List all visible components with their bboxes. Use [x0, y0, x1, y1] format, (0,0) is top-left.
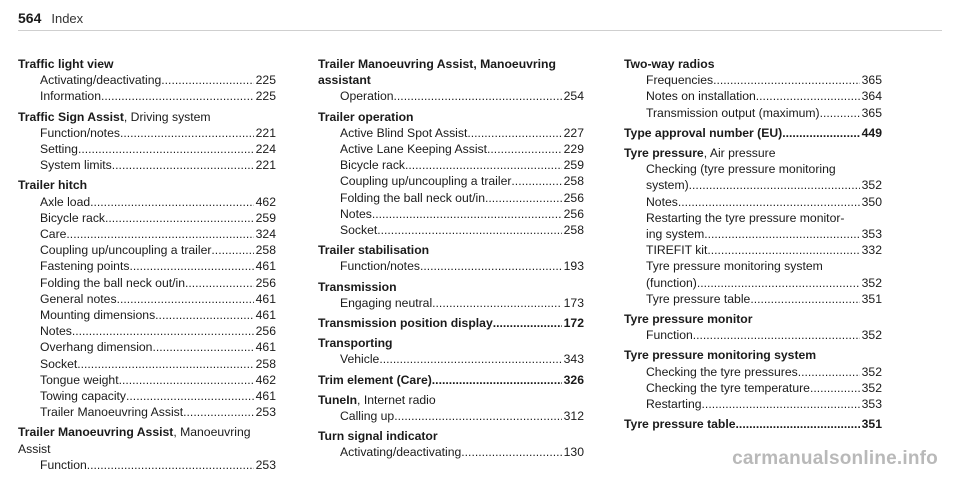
index-subentry-label: Notes — [646, 194, 678, 209]
index-subentry-leader — [117, 291, 254, 307]
index-subentry-page: 259 — [255, 210, 276, 225]
index-subentry-label: Trailer Manoeuvring Assist — [40, 405, 184, 420]
index-subentry-leader — [713, 72, 860, 88]
index-subentry-leader — [119, 372, 254, 388]
index-subentry-leader — [161, 72, 253, 88]
index-subentry-page: 312 — [563, 409, 584, 424]
index-heading-text: Trailer hitch — [18, 178, 88, 193]
index-subentry-row — [624, 72, 882, 88]
index-subentry-leader — [87, 457, 254, 473]
index-subentry-row — [18, 275, 276, 291]
index-subentry-row — [624, 177, 882, 193]
index-subentry-leader — [90, 194, 254, 210]
index-subentry-label: Bicycle rack — [340, 158, 406, 173]
index-subentry-page: 461 — [255, 259, 276, 274]
index-heading — [318, 56, 584, 72]
index-subentry-page: 461 — [255, 291, 276, 306]
index-subentry-label: Engaging neutral — [340, 295, 433, 310]
index-heading — [624, 311, 882, 327]
index-subentry-page: 343 — [563, 352, 584, 367]
index-subentry-leader — [377, 222, 561, 238]
index-subentry-page: 258 — [255, 243, 276, 258]
index-subentry-leader — [101, 88, 254, 104]
index-subentry-label: Overhang dimension — [40, 340, 153, 355]
index-heading-page: 351 — [861, 417, 882, 432]
index-subentry-row — [18, 457, 276, 473]
index-subentry-label: Bicycle rack — [40, 210, 106, 225]
index-heading-row — [624, 125, 882, 141]
index-subentry-page: 461 — [255, 389, 276, 404]
index-subentry-page: 130 — [563, 445, 584, 460]
index-subentry-label: Frequencies — [646, 73, 714, 88]
index-subentry-leader — [707, 242, 859, 258]
index-subentry-row — [318, 125, 584, 141]
index-subentry-leader — [185, 275, 254, 291]
index-subentry-page: 225 — [255, 73, 276, 88]
index-subentry-row — [18, 307, 276, 323]
index-heading-leader — [736, 416, 860, 432]
index-subentry-row — [624, 380, 882, 396]
index-subentry-row — [318, 173, 584, 189]
index-subentry-label: General notes — [40, 291, 117, 306]
index-subentry-row — [18, 226, 276, 242]
index-subentry-leader — [704, 226, 859, 242]
index-subentry-page: 254 — [563, 89, 584, 104]
index-heading-leader — [432, 372, 562, 388]
index-subentry-row — [624, 242, 882, 258]
index-subentry-leader — [77, 356, 253, 372]
index-column-3 — [624, 56, 882, 436]
index-entry — [624, 416, 882, 432]
index-subentry-label: Restarting — [646, 397, 702, 412]
index-heading — [624, 347, 882, 363]
index-subentry-label: Coupling up/uncoupling a trailer — [40, 243, 212, 258]
index-heading — [624, 56, 882, 72]
index-subentry-label: Activating/deactivating — [340, 445, 462, 460]
index-subentry-row — [18, 339, 276, 355]
index-subentry-page: 365 — [861, 73, 882, 88]
index-subentry-leader — [120, 125, 254, 141]
index-column-1 — [18, 56, 276, 477]
index-subentry-row — [18, 88, 276, 104]
index-entry — [624, 145, 882, 307]
index-subentry-leader — [798, 364, 860, 380]
index-subentry-page: 462 — [255, 194, 276, 209]
index-subentry-row — [318, 408, 584, 424]
index-heading — [318, 109, 584, 125]
index-subentry-page: 256 — [563, 206, 584, 221]
index-subentry-label: System limits — [40, 158, 112, 173]
index-subentry-label: Checking the tyre pressures — [646, 364, 798, 379]
index-heading-row — [318, 315, 584, 331]
index-subentry-page: 352 — [861, 178, 882, 193]
index-subentry-label: Function — [646, 328, 693, 343]
index-subentry-label: Setting — [40, 142, 78, 157]
index-subentry-leader — [693, 327, 860, 343]
index-entry — [318, 335, 584, 367]
index-heading — [318, 335, 584, 351]
index-heading-subtext-continued: Assist — [18, 441, 51, 456]
index-subentry-row — [318, 206, 584, 222]
index-subentry-leader — [126, 388, 254, 404]
index-subentry-row — [18, 291, 276, 307]
index-subentry-row — [624, 396, 882, 412]
index-heading — [624, 145, 882, 161]
index-heading-row — [624, 416, 882, 432]
index-heading — [18, 109, 276, 125]
index-subentry-page: 256 — [255, 324, 276, 339]
index-subentry-page: 256 — [255, 275, 276, 290]
index-entry — [318, 315, 584, 331]
index-subentry-leader — [394, 408, 561, 424]
index-heading-text: Traffic Sign Assist — [18, 109, 124, 124]
index-subentry-page: 258 — [563, 223, 584, 238]
index-subentry-row — [318, 190, 584, 206]
index-subentry-page: 461 — [255, 340, 276, 355]
index-heading — [318, 242, 584, 258]
index-subentry-row — [318, 141, 584, 157]
index-heading-leader — [782, 125, 859, 141]
index-heading-label: Transmission position display — [318, 316, 493, 331]
page-title: Index — [51, 10, 84, 26]
index-subentry-leader — [78, 141, 254, 157]
index-subentry-page: 227 — [563, 125, 584, 140]
index-subentry-label: Folding the ball neck out/in — [340, 190, 485, 205]
index-subentry-row — [18, 125, 276, 141]
index-subentry-label: Active Blind Spot Assist — [340, 125, 468, 140]
index-entry — [318, 428, 584, 460]
index-entry — [18, 56, 276, 105]
index-subentry-page: 353 — [861, 227, 882, 242]
index-heading-text: TuneIn — [318, 392, 358, 407]
index-subentry-leader — [66, 226, 253, 242]
index-subentry-label: Axle load — [40, 194, 91, 209]
index-subentry-row — [18, 194, 276, 210]
index-entry — [624, 347, 882, 412]
index-subentry-label: Activating/deactivating — [40, 73, 162, 88]
index-subentry-row — [318, 444, 584, 460]
index-subentry-leader — [689, 177, 860, 193]
index-subentry-row — [318, 222, 584, 238]
index-subentry-leader — [461, 444, 561, 460]
index-subentry-leader — [420, 258, 562, 274]
index-subentry-label: Function — [40, 457, 87, 472]
watermark: carmanualsonline.info — [732, 448, 938, 469]
index-subentry-leader — [394, 88, 562, 104]
index-subentry-label: Function/notes — [40, 125, 120, 140]
index-heading-subtext: , Manoeuvring — [173, 425, 251, 440]
index-subentry-label: Notes — [40, 324, 72, 339]
index-entry — [318, 109, 584, 239]
index-subentry-page: 352 — [861, 328, 882, 343]
index-subentry-page: 173 — [563, 295, 584, 310]
index-subentry-row — [18, 388, 276, 404]
index-subentry-row — [624, 275, 882, 291]
index-subentry-row — [318, 295, 584, 311]
index-subentry-page: 462 — [255, 372, 276, 387]
index-subentry-leader — [432, 295, 562, 311]
index-entry — [18, 177, 276, 420]
index-heading-subtext: , Air pressure — [703, 146, 776, 161]
index-heading-label: Type approval number (EU) — [624, 125, 783, 140]
index-subentry-row — [624, 88, 882, 104]
index-subentry-page: 225 — [255, 89, 276, 104]
index-subentry-leader — [405, 157, 562, 173]
page-number: 564 — [18, 10, 42, 26]
index-subentry-leader — [379, 351, 561, 367]
index-subentry-leader — [485, 190, 562, 206]
index-subentry-row — [18, 258, 276, 274]
index-subentry-leader — [678, 194, 860, 210]
index-entry — [18, 109, 276, 174]
index-subentry-page: 352 — [861, 364, 882, 379]
index-heading-text: Trailer Manoeuvring Assist, Manoeuvring — [318, 57, 556, 71]
index-heading-text: Trailer Manoeuvring Assist — [18, 425, 174, 440]
index-subentry-label: Socket — [340, 223, 378, 238]
index-heading — [18, 177, 276, 193]
index-subentry-row — [318, 351, 584, 367]
index-entry — [318, 242, 584, 274]
index-entry — [318, 56, 584, 105]
index-column-2 — [318, 56, 584, 465]
index-subentry-leader — [105, 210, 254, 226]
index-subentry-row — [624, 105, 882, 121]
index-subentry-label: Notes — [340, 206, 372, 221]
index-subentry-row — [18, 157, 276, 173]
index-subentry-leader — [72, 323, 254, 339]
index-entry — [318, 279, 584, 311]
index-subentry-label: Care — [40, 227, 67, 242]
index-subentry-row — [18, 356, 276, 372]
index-subentry-label: Information — [40, 89, 101, 104]
index-subentry-page: 253 — [255, 405, 276, 420]
index-subentry-row — [318, 157, 584, 173]
index-heading-leader — [493, 315, 562, 331]
index-subentry-page: 258 — [563, 174, 584, 189]
index-subentry-page: 353 — [861, 397, 882, 412]
index-subentry-leader — [211, 242, 253, 258]
index-subentry-leader — [697, 275, 860, 291]
index-subentry-page: 256 — [563, 190, 584, 205]
index-heading — [318, 428, 584, 444]
index-subentry-label: Vehicle — [340, 352, 380, 367]
index-heading-page: 449 — [861, 125, 882, 140]
index-heading-text: Trailer stabilisation — [318, 243, 430, 258]
index-subentry-leader — [511, 173, 561, 189]
index-subentry-label: Socket — [40, 356, 78, 371]
index-heading-text: Transmission — [318, 279, 397, 294]
index-subentry-leader — [183, 404, 254, 420]
index-subentry-page: 365 — [861, 105, 882, 120]
index-subentry-row — [318, 88, 584, 104]
index-subentry-leader — [487, 141, 562, 157]
index-subentry-page: 253 — [255, 457, 276, 472]
index-subentry-page: 352 — [861, 275, 882, 290]
index-subentry-page: 221 — [255, 125, 276, 140]
index-subentry-leader — [810, 380, 860, 396]
index-subentry-leader — [112, 157, 254, 173]
index-subentry-row — [18, 372, 276, 388]
index-subentry-page: 351 — [861, 291, 882, 306]
index-subentry-leader — [750, 291, 859, 307]
page-header — [18, 6, 942, 31]
index-subentry-label: Calling up — [340, 409, 395, 424]
index-subentry-label: Fastening points — [40, 259, 130, 274]
index-heading-subtext: , Internet radio — [357, 392, 436, 407]
index-subentry-leader — [155, 307, 253, 323]
index-entry — [18, 424, 276, 473]
index-heading-text: Tyre pressure monitor — [624, 312, 753, 327]
index-subentry-row — [624, 194, 882, 210]
index-subentry-row — [18, 210, 276, 226]
index-subentry-label: Restarting the tyre pressure monitor- — [646, 210, 845, 225]
index-subentry-row — [18, 141, 276, 157]
index-heading-row — [318, 372, 584, 388]
index-heading-text: Transporting — [318, 336, 393, 351]
index-subentry-label: Tyre pressure table — [646, 291, 751, 306]
index-heading — [18, 424, 276, 440]
index-subentry-page: 332 — [861, 243, 882, 258]
index-subentry-row — [624, 226, 882, 242]
index-subentry-leader — [756, 88, 860, 104]
index-heading — [318, 279, 584, 295]
index-subentry-label: Transmission output (maximum) — [646, 105, 820, 120]
index-subentry-row — [18, 323, 276, 339]
index-entry — [624, 125, 882, 141]
index-subentry-label: Operation — [340, 89, 394, 104]
index-subentry-label: Towing capacity — [40, 389, 127, 404]
index-heading-text: Trailer operation — [318, 109, 414, 124]
index-heading-page: 172 — [563, 316, 584, 331]
index-entry — [318, 392, 584, 424]
index-heading — [18, 56, 276, 72]
index-subentry-leader — [820, 105, 860, 121]
index-subentry-label: system) — [646, 178, 689, 193]
index-subentry-label: (function) — [646, 275, 697, 290]
index-heading-page: 326 — [563, 372, 584, 387]
index-entry — [624, 311, 882, 343]
index-subentry-label: ing system — [646, 227, 705, 242]
index-subentry-page: 258 — [255, 356, 276, 371]
index-subentry-row — [18, 404, 276, 420]
index-subentry-page: 350 — [861, 194, 882, 209]
index-heading-text: Tyre pressure — [624, 146, 704, 161]
index-subentry-leader — [702, 396, 860, 412]
index-heading-label: Trim element (Care) — [318, 372, 432, 387]
index-subentry-page: 461 — [255, 308, 276, 323]
index-subentry-leader — [467, 125, 561, 141]
index-subentry-page: 352 — [861, 380, 882, 395]
index-subentry-label: Active Lane Keeping Assist — [340, 142, 488, 157]
index-subentry-leader — [152, 339, 253, 355]
index-subentry-row — [624, 291, 882, 307]
index-heading-text: Tyre pressure monitoring system — [624, 348, 817, 363]
index-entry — [318, 372, 584, 388]
index-subentry-label: Tyre pressure monitoring system — [646, 259, 823, 274]
index-subentry-label: Checking the tyre temperature — [646, 380, 810, 395]
index-subentry-page: 193 — [563, 259, 584, 274]
index-subentry-page: 364 — [861, 89, 882, 104]
index-subentry-leader — [129, 258, 253, 274]
index-subentry-row — [18, 72, 276, 88]
index-heading — [318, 392, 584, 408]
index-subentry-page: 224 — [255, 142, 276, 157]
index-heading-continued: assistant — [318, 73, 371, 88]
index-subentry-label: Notes on installation — [646, 89, 756, 104]
index-heading-text: Two-way radios — [624, 57, 715, 71]
index-heading-text: Turn signal indicator — [318, 429, 438, 444]
index-subentry-row — [624, 327, 882, 343]
index-subentry-page: 229 — [563, 142, 584, 157]
index-heading-label: Tyre pressure table — [624, 417, 736, 432]
index-subentry-label: TIREFIT kit — [646, 243, 708, 258]
index-subentry-leader — [372, 206, 562, 222]
index-subentry-page: 221 — [255, 158, 276, 173]
index-entry — [624, 56, 882, 121]
index-subentry-label: Coupling up/uncoupling a trailer — [340, 174, 512, 189]
index-subentry-label: Function/notes — [340, 259, 420, 274]
index-heading-text: Traffic light view — [18, 57, 114, 71]
index-heading-subtext: , Driving system — [123, 109, 211, 124]
index-subentry-row — [624, 364, 882, 380]
index-subentry-label: Tongue weight — [40, 372, 119, 387]
index-subentry-label: Folding the ball neck out/in — [40, 275, 185, 290]
index-subentry-page: 259 — [563, 158, 584, 173]
index-subentry-label: Checking (tyre pressure monitoring — [646, 162, 836, 177]
index-subentry-row — [18, 242, 276, 258]
index-subentry-label: Mounting dimensions — [40, 308, 156, 323]
index-subentry-page: 324 — [255, 227, 276, 242]
index-subentry-row — [318, 258, 584, 274]
